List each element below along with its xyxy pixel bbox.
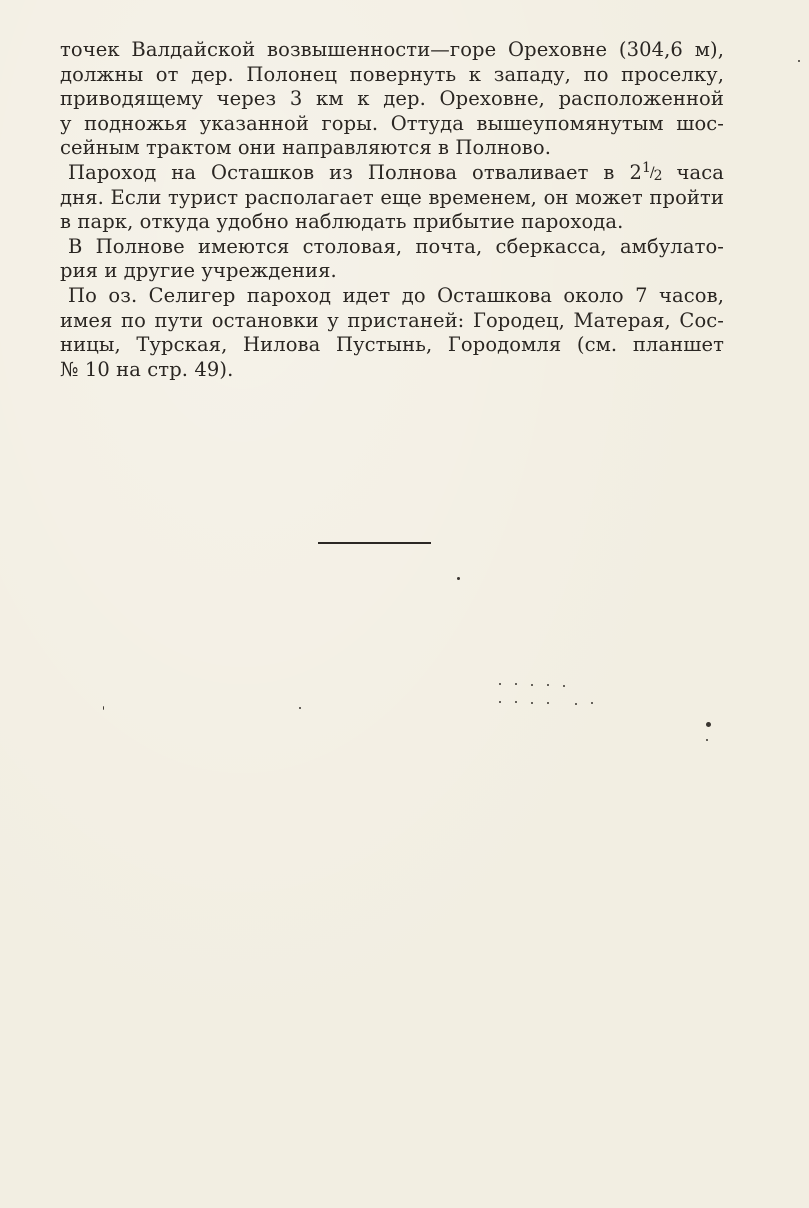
print-speck	[103, 706, 104, 710]
text-line: № 10 на стр. 49).	[60, 357, 234, 381]
print-speck	[499, 683, 501, 685]
print-speck	[457, 577, 460, 580]
print-speck	[547, 684, 549, 686]
print-speck	[706, 722, 711, 727]
fraction-numerator: 1	[641, 159, 650, 176]
fraction-denominator: 2	[653, 167, 662, 184]
text-line: ницы, Турская, Нилова Пустынь, Городомля (см. планшет	[60, 333, 724, 357]
text-line: должны от дер. Полонец повернуть к западу, по проселку,	[60, 62, 724, 86]
print-speck	[299, 707, 301, 709]
print-speck	[798, 60, 800, 62]
text-line: рия и другие учреждения.	[60, 259, 337, 283]
text-line: имея по пути остановки у пристаней: Городец, Матерая, Сос-	[60, 308, 724, 332]
text-line-part: Пароход на Осташков из Полнова отваливает в	[68, 160, 615, 184]
text-line: у подножья указанной горы. Оттуда вышеупомянутым шос-	[60, 111, 724, 135]
print-speck	[547, 702, 549, 704]
mixed-fraction	[629, 161, 661, 184]
print-speck	[563, 685, 565, 687]
text-line-with-fraction	[60, 161, 724, 186]
fraction-whole: 2	[629, 160, 642, 184]
print-speck	[706, 739, 708, 741]
text-line: По оз. Селигер пароход идет до Осташкова около 7 часов,	[68, 283, 724, 307]
section-divider	[318, 542, 431, 544]
text-line-part: часа	[676, 160, 724, 184]
text-line: В Полнове имеются столовая, почта, сберкасса, амбулато-	[68, 234, 724, 258]
fraction: 1/2	[641, 159, 662, 184]
print-speck	[575, 703, 577, 705]
text-line: точек Валдайской возвышенности—горе Ореховне (304,6 м),	[60, 38, 724, 61]
text-line: дня. Если турист располагает еще временем, он может пройти	[60, 185, 724, 209]
text-line: приводящему через 3 км к дер. Ореховне, расположенной	[60, 87, 724, 111]
print-speck	[531, 684, 533, 686]
print-speck	[499, 701, 501, 703]
print-speck	[515, 683, 517, 685]
print-speck	[591, 702, 593, 704]
print-speck	[515, 701, 517, 703]
text-line: сейным трактом они направляются в Полново.	[60, 136, 551, 160]
print-speck	[531, 702, 533, 704]
text-line: в парк, откуда удобно наблюдать прибытие парохода.	[60, 210, 624, 234]
body-text	[60, 38, 724, 382]
